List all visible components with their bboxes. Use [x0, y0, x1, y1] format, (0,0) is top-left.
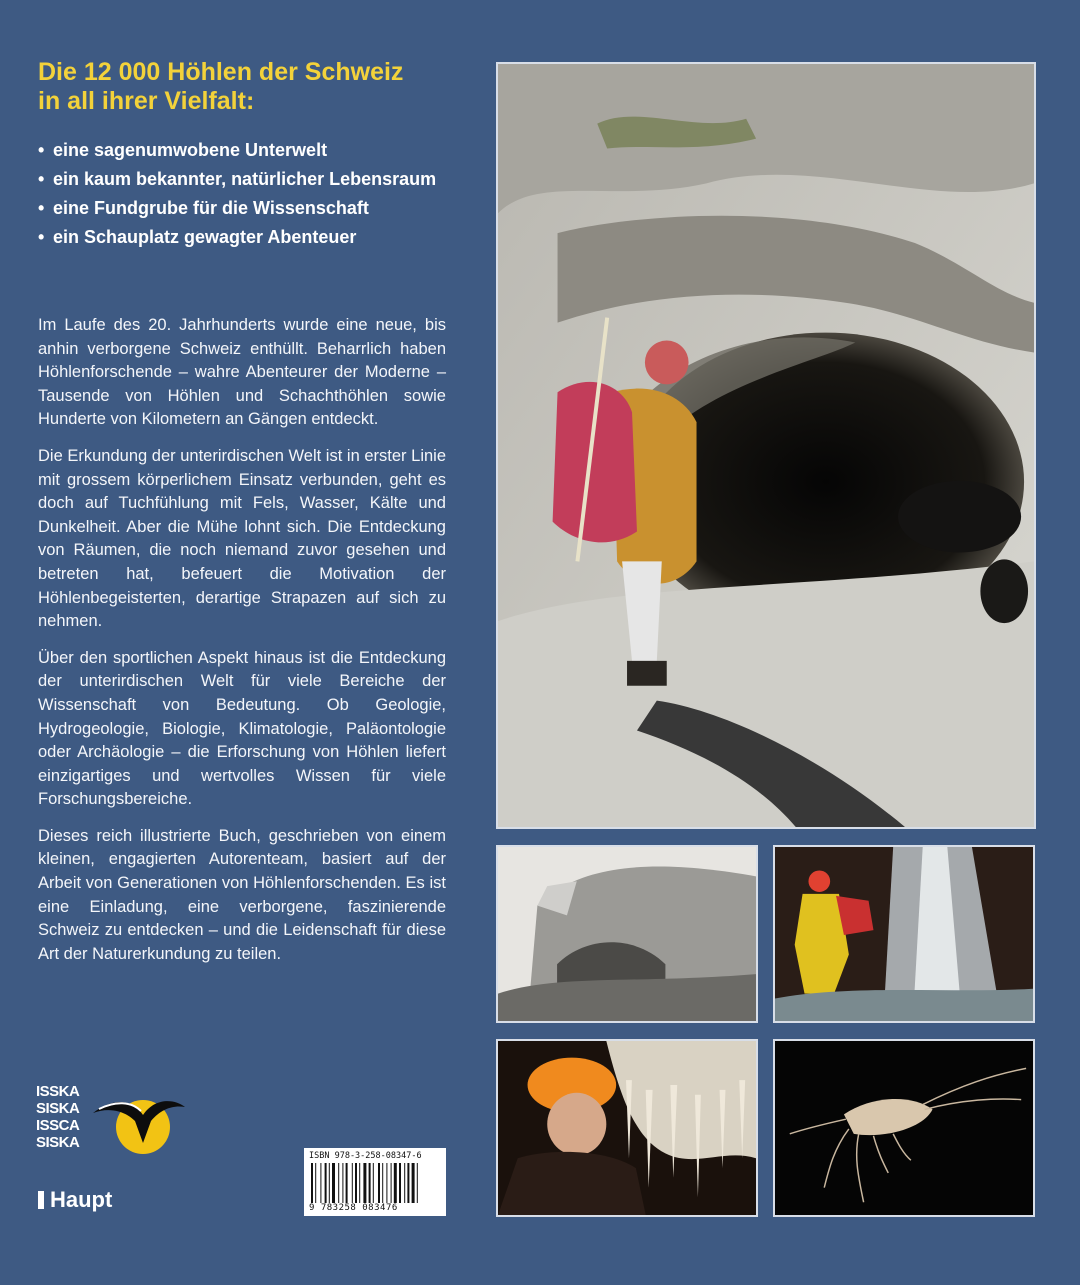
headline: [38, 58, 478, 116]
description: [38, 314, 446, 979]
headline-line-1: Die 12 000 Höhlen der Schweiz: [38, 58, 404, 86]
feature-item: • ein Schauplatz gewagter Abenteuer: [38, 223, 468, 252]
photo-caver-waterfall: [773, 845, 1035, 1023]
feature-item: • eine sagenumwobene Unterwelt: [38, 136, 468, 165]
isbn-digits: 9 783258 083476: [309, 1203, 398, 1213]
feature-list: [38, 136, 468, 252]
photo-caver-stalactites: [496, 1039, 758, 1217]
description-paragraph-4: Dieses reich illustrierte Buch, geschrieben von einem kleinen, engagierten Autorenteam, basiert auf der Arbeit von Generationen von Höhlenforschenden. Es ist eine Einladung, eine verborgene, faszinierende Schweiz zu entdecken – und die Leidenschaft für diese Art der Naturerkundung zu teilen.: [38, 826, 446, 963]
description-paragraph-1: Im Laufe des 20. Jahrhunderts wurde eine neue, bis anhin verborgene Schweiz enthüllt. Beharrlich haben Höhlenforschende – wahre Abenteurer der Moderne – Tausende von Höhlen und Schachthöhlen sowie Hunderte von Kilometern an Gängen entdeckt.: [38, 316, 446, 429]
barcode-bars: [309, 1163, 441, 1203]
photo-caver-at-shaft: [496, 62, 1036, 829]
publisher-logo: [38, 1187, 112, 1213]
description-paragraph-3: Über den sportlichen Aspekt hinaus ist die Entdeckung der unterirdischen Welt für viele Bereiche der Wissenschaft von Bedeutung. Ob Geologie, Hydrogeologie, Biologie, Klimatologie, Paläontologie oder Archäologie – die Erforschung von Höhlen liefert einzigartiges und wertvolles Wissen für viele Forschungsbereiche.: [38, 648, 446, 809]
publisher-name: Haupt: [50, 1187, 113, 1212]
bat-wing-icon: [91, 1091, 187, 1155]
isska-logo: [36, 1083, 196, 1158]
isbn-label: ISBN 978-3-258-08347-6: [309, 1151, 422, 1161]
description-paragraph-2: Die Erkundung der unterirdischen Welt ist in erster Linie mit grossem körperlichem Einsatz verbunden, geht es doch auf Tuchfühlung mit Fels, Wasser, Kälte und Dunkelheit. Aber die Mühe lohnt sich. Die Entdeckung von Räumen, die noch niemand zuvor gesehen und betreten hat, befeuert die Motivation der Höhlenbegeisterten, derartige Strapazen auf sich zu nehmen.: [38, 446, 446, 631]
feature-item: • eine Fundgrube für die Wissenschaft: [38, 194, 468, 223]
publisher-mark-icon: [38, 1191, 44, 1209]
isbn-barcode: [304, 1148, 446, 1216]
isska-logo-text: ISSKA SISKA ISSCA SISKA: [36, 1083, 80, 1151]
photo-historic-engraving: [496, 845, 758, 1023]
photo-cave-crustacean: [773, 1039, 1035, 1217]
headline-line-2: in all ihrer Vielfalt:: [38, 87, 255, 115]
feature-item: • ein kaum bekannter, natürlicher Lebensraum: [38, 165, 468, 194]
